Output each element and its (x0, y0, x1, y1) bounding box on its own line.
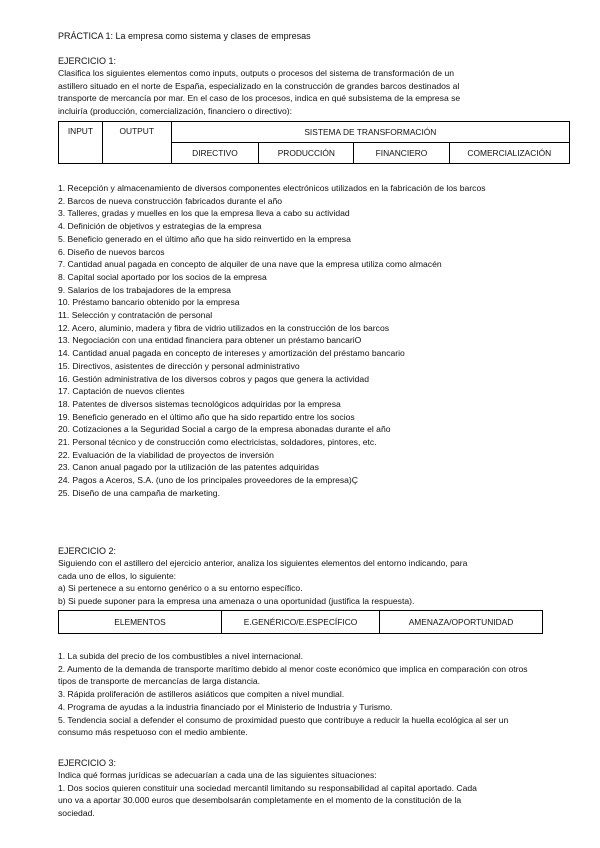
list-item: 7. Cantidad anual pagada en concepto de alquiler de una nave que la empresa utiliza como almacén (58, 259, 442, 270)
list-item: 2. Aumento de la demanda de transporte marítimo debido al menor coste económico que implica en comparación con otros tipos de transporte de mercancías de larga distancia. (58, 663, 528, 687)
instruction-line: 1. Dos socios quieren constituir una sociedad mercantil limitando su responsabilidad al capital aportado. Cada (58, 782, 477, 793)
list-item: 4. Definición de objetivos y estrategias de la empresa (58, 221, 262, 232)
header-elementos: ELEMENTOS (59, 611, 222, 634)
instruction-line: b) Si puede suponer para la empresa una amenaza o una oportunidad (justifica la respuesta). (58, 596, 415, 607)
list-item: 24. Pagos a Aceros, S.A. (uno de los principales proveedores de la empresa)Ç (58, 475, 358, 486)
header-output: OUTPUT (102, 122, 171, 164)
header-generico-especifico: E.GENÉRICO/E.ESPECÍFICO (222, 611, 380, 634)
list-item: 10. Préstamo bancario obtenido por la empresa (58, 297, 240, 308)
header-input: INPUT (59, 122, 103, 164)
list-item: 13. Negociación con una entidad financiera para obtener un préstamo bancariO (58, 335, 362, 346)
exercise-1-instructions (58, 67, 544, 118)
list-item: 17. Captación de nuevos clientes (58, 386, 185, 397)
list-item: 9. Salarios de los trabajadores de la empresa (58, 284, 231, 295)
exercise-2-heading: EJERCICIO 2: (58, 546, 117, 556)
instruction-line: incluiría (producción, comercialización, financiero o directivo): (58, 106, 293, 117)
exercise-3-heading: EJERCICIO 3: (58, 758, 117, 768)
list-item: 11. Selección y contratación de personal (58, 310, 213, 321)
header-financiero: FINANCIERO (354, 143, 449, 164)
list-item: 25. Diseño de una campaña de marketing. (58, 487, 220, 498)
list-item: 1. La subida del precio de los combustibles a nivel internacional. (58, 651, 304, 661)
environment-table (58, 610, 543, 634)
list-item: 6. Diseño de nuevos barcos (58, 246, 165, 257)
instruction-line: Siguiendo con el astillero del ejercicio anterior, analiza los siguientes elementos del entorno indicando, para (58, 558, 468, 568)
list-item: 21. Personal técnico y de construcción como electricistas, soldadores, pintores, etc. (58, 437, 377, 448)
list-item: 20. Cotizaciones a la Seguridad Social a cargo de la empresa abonadas durante el año (58, 424, 391, 435)
list-item: 5. Tendencia social a defender el consumo de proximidad puesto que contribuye a reducir la huella ecológica al ser un consumo más respetuoso con el medio ambiente. (58, 714, 509, 738)
instruction-line: a) Si pertenece a su entorno genérico o a su entorno específico. (58, 583, 303, 594)
list-item: 12. Acero, aluminio, madera y fibra de vidrio utilizados en la construcción de los barcos (58, 322, 390, 333)
list-item: 2. Barcos de nueva construcción fabricados durante el año (58, 195, 283, 206)
classification-table (58, 121, 570, 164)
list-item: 8. Capital social aportado por los socios de la empresa (58, 271, 267, 282)
list-item: 14. Cantidad anual pagada en concepto de intereses y amortización del préstamo bancario (58, 348, 405, 359)
list-item: 1. Recepción y almacenamiento de diversos componentes electrónicos utilizados en la fabricación de los barcos (58, 183, 486, 193)
exercise-2-instructions (58, 557, 544, 608)
header-amenaza-oportunidad: AMENAZA/OPORTUNIDAD (380, 611, 543, 634)
header-produccion: PRODUCCIÓN (259, 143, 354, 164)
header-directivo: DIRECTIVO (171, 143, 259, 164)
list-item: 16. Gestión administrativa de los diversos cobros y pagos que genera la actividad (58, 373, 369, 384)
instruction-line: transporte de mercancía por mar. En el caso de los procesos, indica en qué subsistema de la empresa se (58, 93, 461, 104)
list-item: 18. Patentes de diversos sistemas tecnológicos adquiridas por la empresa (58, 398, 341, 409)
list-item: 3. Talleres, gradas y muelles en los que la empresa lleva a cabo su actividad (58, 208, 350, 219)
header-system: SISTEMA DE TRANSFORMACIÓN (171, 122, 569, 143)
list-item: 3. Rápida proliferación de astilleros asiáticos que compiten a nivel mundial. (58, 689, 345, 700)
exercise-1-heading: EJERCICIO 1: (58, 56, 117, 66)
exercise-2-list (58, 650, 544, 739)
practice-title: PRÁCTICA 1: La empresa como sistema y clases de empresas (58, 31, 311, 41)
list-item: 22. Evaluación de la viabilidad de proyectos de inversión (58, 449, 274, 460)
list-item: 4. Programa de ayudas a la industria financiado por el Ministerio de Industria y Turismo. (58, 701, 393, 712)
instruction-line: Clasifica los siguientes elementos como inputs, outputs o procesos del sistema de transformación de un (58, 68, 454, 78)
list-item: 5. Beneficio generado en el último año que ha sido reinvertido en la empresa (58, 233, 351, 244)
instruction-line: sociedad. (58, 808, 95, 819)
exercise-1-list (58, 182, 528, 500)
instruction-line: cada uno de ellos, lo siguiente: (58, 570, 177, 581)
header-comercializacion: COMERCIALIZACIÓN (449, 143, 569, 164)
list-item: 23. Canon anual pagado por la utilización de las patentes adquiridas (58, 462, 319, 473)
list-item: 15. Directivos, asistentes de dirección y personal administrativo (58, 360, 300, 371)
instruction-line: astillero situado en el norte de España, especializado en la construcción de grandes barcos destinados al (58, 80, 460, 91)
instruction-line: Indica qué formas jurídicas se adecuarían a cada una de las siguientes situaciones: (58, 770, 377, 780)
instruction-line: uno va a aportar 30.000 euros que desembolsarán completamente en el momento de la constitución de la (58, 795, 462, 806)
exercise-3-instructions (58, 769, 544, 820)
list-item: 19. Beneficio generado en el último año que ha sido repartido entre los socios (58, 411, 355, 422)
